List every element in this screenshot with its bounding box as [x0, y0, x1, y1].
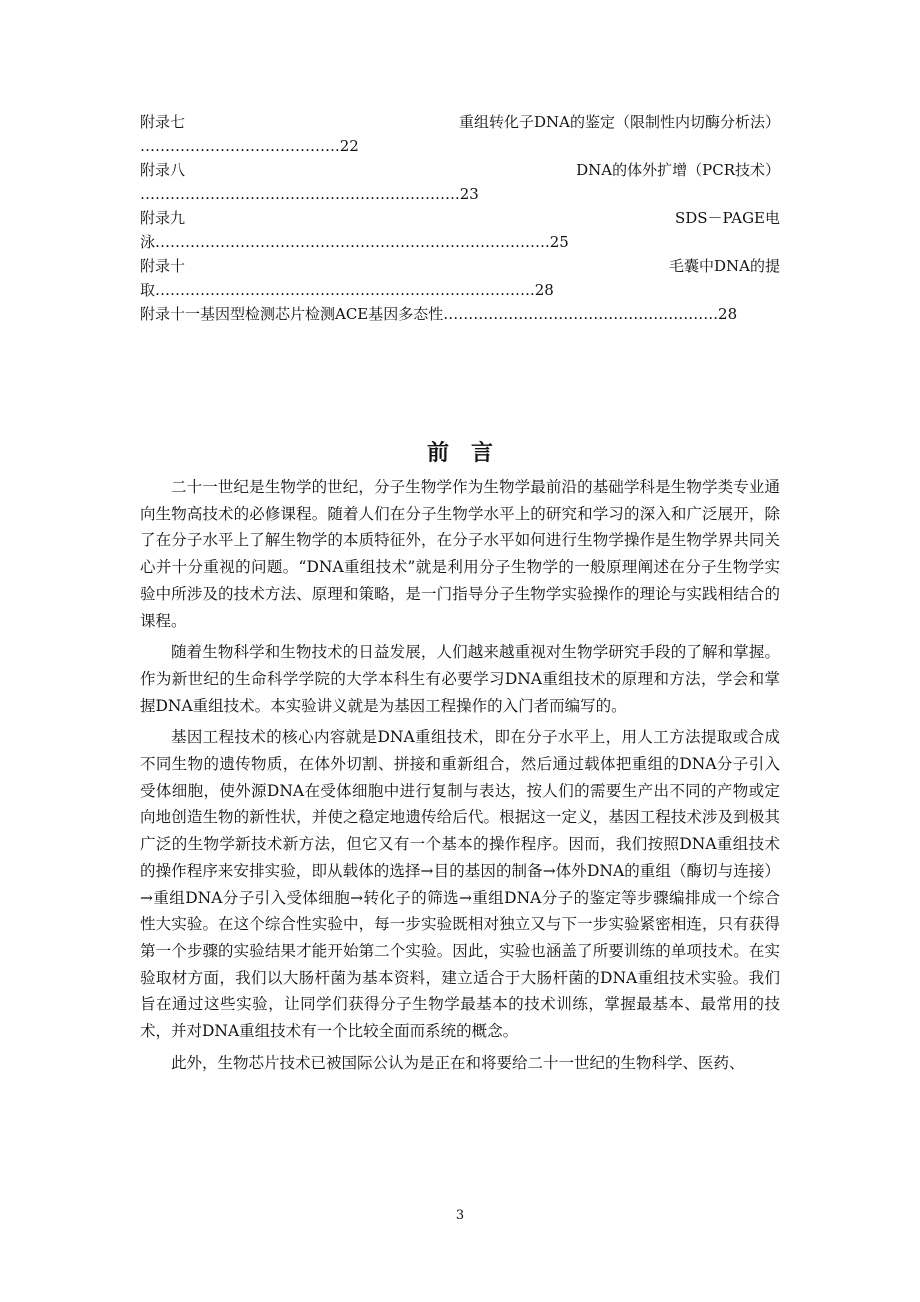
toc-line	[140, 278, 780, 302]
preface-title: 前言	[426, 441, 515, 466]
page-number: 3	[455, 1208, 465, 1223]
toc-entry-title: SDS－PAGE电	[674, 209, 780, 227]
toc-entry-title: DNA的体外扩增（PCR技术）	[576, 161, 780, 179]
toc-entry-label: ……………………………………………………….23	[140, 185, 479, 203]
preface-body	[140, 474, 780, 1081]
paragraph: 随着生物科学和生物技术的日益发展，人们越来越重视对生物学研究手段的了解和掌握。作为新世纪的生命科学学院的大学本科生有必要学习DNA重组技术的原理和方法，学会和掌握DNA重组技术。本实验讲义就是为基因工程操作的入门者而编写的。	[140, 643, 780, 715]
paragraph: 基因工程技术的核心内容就是DNA重组技术，即在分子水平上，用人工方法提取或合成不同生物的遗传物质，在体外切割、拼接和重新组合，然后通过载体把重组的DNA分子引入受体细胞，使外源DNA在受体细胞中进行复制与表达，按人们的需要生产出不同的产物或定向地创造生物的新性状，并使之稳定地遗传给后代。根据这一定义，基因工程技术涉及到极其广泛的生物学新技术新方法，但它又有一个基本的操作程序。因而，我们按照DNA重组技术的操作程序来安排实验，即从载体的选择→目的基因的制备→体外DNA的重组（酶切与连接）→重组DNA分子引入受体细胞→转化子的筛选→重组DNA分子的鉴定等步骤编排成一个综合性大实验。在这个综合性实验中，每一步实验既相对独立又与下一步实验紧密相连，只有获得第一个步骤的实验结果才能开始第二个实验。因此，实验也涵盖了所要训练的单项技术。在实验取材方面，我们以大肠杆菌为基本资料，建立适合于大肠杆菌的DNA重组技术实验。我们旨在通过这些实验，让同学们获得分子生物学最基本的技术训练，掌握最基本、最常用的技术，并对DNA重组技术有一个比较全面而系统的概念。	[140, 728, 780, 1041]
toc-entry-label: ………………………………….22	[140, 137, 359, 155]
table-of-contents	[140, 110, 780, 326]
toc-line	[140, 134, 780, 158]
toc-line	[140, 158, 780, 182]
paragraph: 此外，生物芯片技术已被国际公认为是正在和将要给二十一世纪的生物科学、医药、	[171, 1053, 745, 1072]
toc-entry-label: 附录七	[140, 113, 186, 131]
toc-line	[140, 254, 780, 278]
paragraph: 二十一世纪是生物学的世纪，分子生物学作为生物学最前沿的基础学科是生物学类专业通向生物高技术的必修课程。随着人们在分子生物学水平上的研究和学习的深入和广泛展开，除了在分子水平上了解生物学的本质特征外，在分子水平如何进行生物学操作是生物学界共同关心并十分重视的问题。“DNA重组技术”就是利用分子生物学的一般原理阐述在分子生物学实验中所涉及的技术方法、原理和策略，是一门指导分子生物学实验操作的理论与实践相结合的课程。	[140, 478, 780, 630]
toc-entry-label: 附录九	[140, 209, 186, 227]
toc-entry-label: 附录八	[140, 161, 186, 179]
toc-line	[140, 182, 780, 206]
toc-entry-title: 重组转化子DNA的鉴定（限制性内切酶分析法）	[459, 113, 780, 131]
toc-entry-label: 附录十一基因型检测芯片检测ACE基因多态性……………………………………………….28	[140, 305, 738, 323]
toc-line	[140, 110, 780, 134]
toc-entry-label: 泳…………………………………………………………………….25	[140, 233, 569, 251]
toc-entry-label: 附录十	[140, 257, 186, 275]
toc-line	[140, 302, 780, 326]
toc-entry-label: 取………………………………………………………………….28	[140, 281, 554, 299]
toc-entry-title: 毛囊中DNA的提	[669, 257, 780, 275]
toc-line	[140, 206, 780, 230]
toc-line	[140, 230, 780, 254]
